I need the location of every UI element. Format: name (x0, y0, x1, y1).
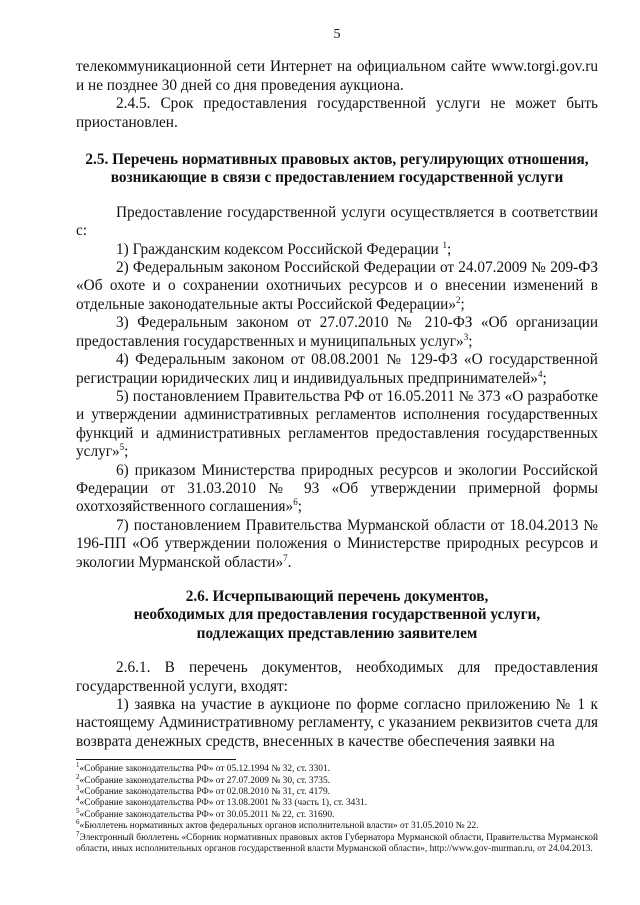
footnote: $^6$«Бюллетень нормативных актов федеральных органов исполнительной власти» от 31.05.2010 № 22. (76, 818, 479, 832)
paragraph-2-4-5: 2.4.5. Срок предоставления государственной услуги не может быть приостановлен. (76, 95, 598, 131)
paragraph-continuation: телекоммуникационной сети Интернет на официальном сайте www.torgi.gov.ru и не позднее 30 дней со дня проведения аукциона. (76, 58, 598, 94)
section-heading-2-5: 2.5. Перечень нормативных правовых актов, регулирующих отношения, возникающие в связи с предоставлением государственной услуги (85, 151, 589, 187)
list-item: 6) приказом Министерства природных ресурсов и экологии Российской Федерации от 31.03.2010 № 93 «Об утверждении примерной формы охотхозяйственного соглашения»$^6$; (76, 461, 598, 516)
section-heading-2-6 (76, 588, 598, 643)
section-2-5-intro: Предоставление государственной услуги осуществляется в соответствии с: (76, 203, 598, 240)
list-item: 3) Федеральным законом от 27.07.2010 № 210-ФЗ «Об организации предоставления государственных и муниципальных услуг»$^3$; (76, 314, 598, 350)
footnote-divider (76, 759, 236, 760)
list-item: 1) заявка на участие в аукционе по форме согласно приложению № 1 к настоящему Административному регламенту, с указанием реквизитов счета для возврата денежных средств, внесенных в качестве обеспечения заявки на (76, 696, 598, 750)
section-heading-line: 2.6. Исчерпывающий перечень документов, (185, 587, 489, 605)
footnote: $^2$«Собрание законодательства РФ» от 27.07.2009 № 30, ст. 3735. (76, 772, 331, 786)
paragraph-2-6-1: 2.6.1. В перечень документов, необходимых для предоставления государственной услуги, входят: (76, 659, 598, 695)
footnote: $^3$«Собрание законодательства РФ» от 02.08.2010 № 31, ст. 4179. (76, 783, 331, 798)
footnotes (76, 761, 598, 855)
footnote: $^7$Электронный бюллетень «Сборник нормативных правовых актов Губернатора Мурманской области, Правительства Мурманской области, иных исполнительных органов государственной власти Мурманской области», http://www.gov-murman.ru, от 24.04.2013. (76, 829, 598, 855)
list-item: 7) постановлением Правительства Мурманской области от 18.04.2013 № 196-ПП «Об утверждении положения о Министерстве природных ресурсов и экологии Мурманской области»$^7$. (76, 516, 598, 571)
list-item: 5) постановлением Правительства РФ от 16.05.2011 № 373 «О разработке и утверждении административных регламентов исполнения государственных функций и административных регламентов предоставления государственных услуг»$^5$; (76, 387, 598, 461)
list-item: 1) Гражданским кодексом Российской Федерации $^1$; (116, 239, 452, 258)
footnote: $^1$«Собрание законодательства РФ» от 05.12.1994 № 32, ст. 3301. (76, 761, 331, 775)
footnote: $^4$«Собрание законодательства РФ» от 13.08.2001 № 33 (часть 1), ст. 3431. (76, 795, 368, 809)
list-item: 4) Федеральным законом от 08.08.2001 № 129-ФЗ «О государственной регистрации юридических лиц и индивидуальных предпринимателей»$^4$; (76, 351, 598, 387)
section-heading-line: необходимых для предоставления государственной услуги, (133, 606, 541, 624)
section-heading-line: подлежащих представлению заявителем (196, 624, 478, 642)
list-item: 2) Федеральным законом Российской Федерации от 24.07.2009 № 209-ФЗ «Об охоте и о сохранении охотничьих ресурсов и о внесении изменений в отдельные законодательные акты Российской Федерации»$^2$; (76, 259, 598, 313)
footnote: $^5$«Собрание законодательства РФ» от 30.05.2011 № 22, ст. 31690. (76, 806, 335, 820)
page-number: 5 (333, 27, 341, 42)
